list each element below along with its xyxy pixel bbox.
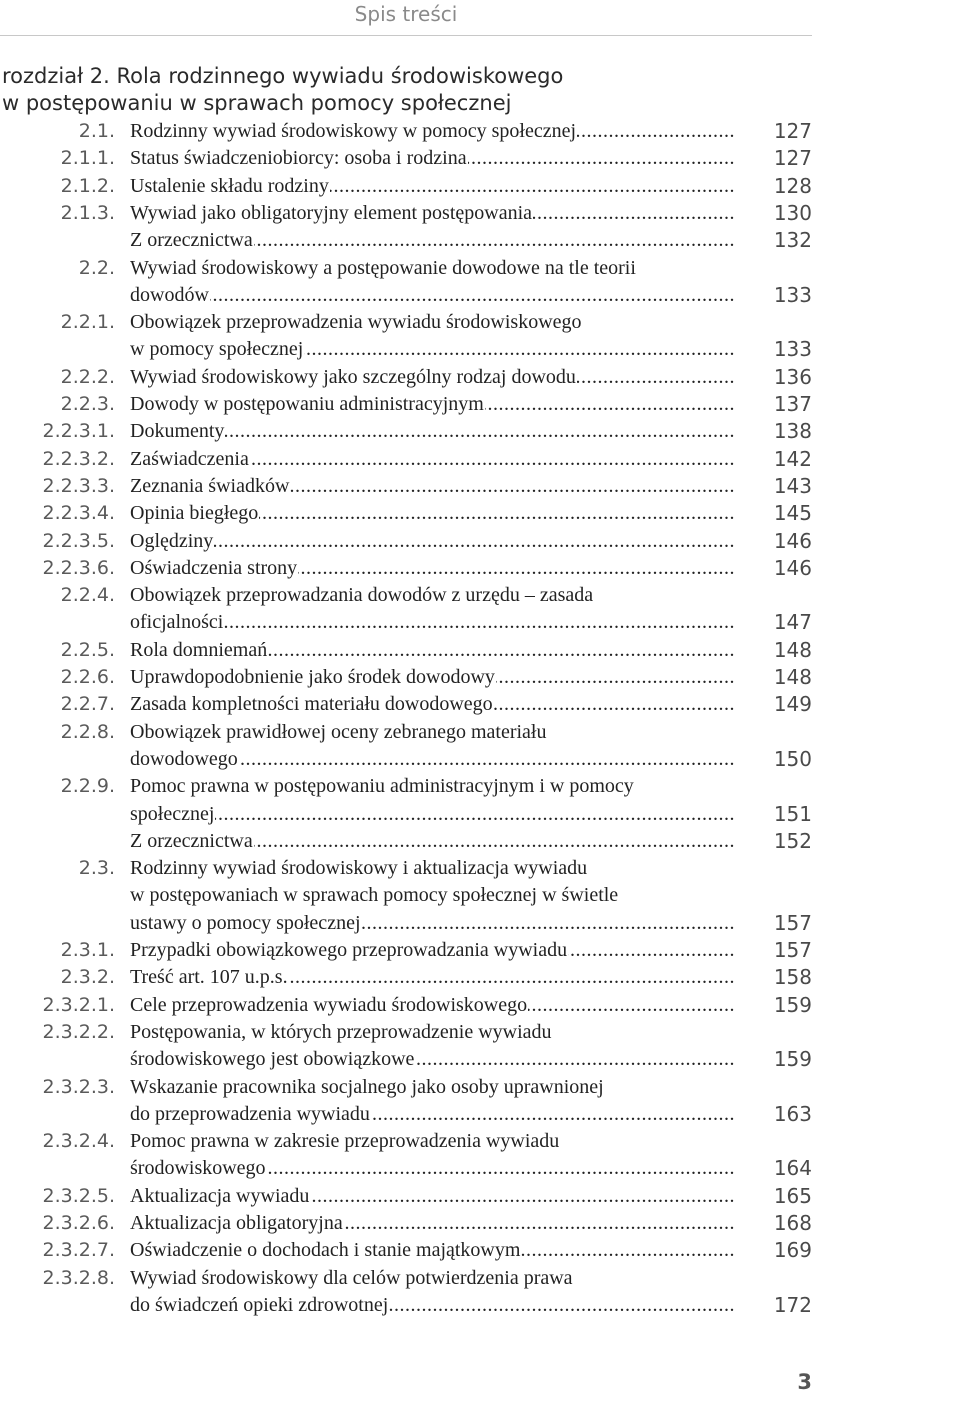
toc-entry-number: 2.2.3.5.: [42, 529, 115, 552]
toc-entry-number: 2.1.1.: [60, 147, 115, 170]
toc-entry-title: Cele przeprowadzenia wywiadu środowiskowego .....: [130, 992, 735, 1019]
toc-entry-page: 128: [773, 173, 812, 198]
page-number: 3: [797, 1370, 812, 1394]
toc-entry-page: 130: [773, 200, 812, 225]
toc-entry-number: 2.2.3.1.: [42, 420, 115, 443]
chapter-heading-line: rozdział 2. Rola rodzinnego wywiadu środowiskowego: [2, 64, 564, 88]
toc-entry-line: [0, 500, 960, 527]
toc-entry-title: Zasada kompletności materiału dowodowego .....: [130, 691, 735, 718]
toc-entry-number: 2.3.2.5.: [42, 1184, 115, 1207]
toc-entry-line: [0, 118, 960, 145]
toc-entry-line: [0, 282, 960, 309]
toc-entry-title: Aktualizacja obligatoryjna .....: [130, 1210, 735, 1237]
toc-entry-line: [0, 664, 960, 691]
toc-entry-line: [0, 773, 960, 800]
toc-entry-title: Wskazanie pracownika socjalnego jako osoby uprawnionej: [130, 1075, 604, 1098]
toc-entry-line: [0, 145, 960, 172]
toc-entry-title: Rola domniemań .....: [130, 637, 735, 664]
toc-entry-line: [0, 992, 960, 1019]
toc-entry-number: 2.3.2.1.: [42, 993, 115, 1016]
toc-entry-line: [0, 582, 960, 609]
toc-entry-title: Obowiązek przeprowadzania dowodów z urzędu – zasada: [130, 584, 594, 607]
toc-entry-title: Dowody w postępowaniu administracyjnym .....: [130, 391, 735, 418]
toc-entry-number: 2.3.: [78, 857, 115, 880]
toc-entry-line: [0, 691, 960, 718]
toc-entry-page: 159: [773, 1047, 812, 1072]
toc-entry-number: 2.2.5.: [60, 638, 115, 661]
toc-entry-title: Pomoc prawna w zakresie przeprowadzenia wywiadu: [130, 1130, 560, 1153]
toc-entry-title: Z orzecznictwa .....: [130, 828, 735, 855]
toc-entry-line: [0, 255, 960, 282]
toc-entry-page: 157: [773, 910, 812, 935]
toc-entry-line: [0, 1292, 960, 1319]
toc-entry-title: Obowiązek prawidłowej oceny zebranego materiału: [130, 720, 547, 743]
toc-entry-title: w postępowaniach w sprawach pomocy społecznej w świetle: [130, 884, 619, 907]
toc-entry-title: społecznej .....: [130, 801, 735, 828]
toc-entry-number: 2.2.3.4.: [42, 502, 115, 525]
toc-entry-page: 136: [773, 364, 812, 389]
toc-entry-line: [0, 528, 960, 555]
toc-entry-title: dowodów .....: [130, 282, 735, 309]
toc-entry-line: [0, 1046, 960, 1073]
toc-entry-page: 133: [773, 337, 812, 362]
toc-entry-line: [0, 1210, 960, 1237]
toc-entry-title: Pomoc prawna w postępowaniu administracyjnym i w pomocy: [130, 775, 634, 798]
toc-entry-page: 169: [773, 1238, 812, 1263]
toc-entry-title: Oświadczenia strony .....: [130, 555, 735, 582]
toc-entry-line: [0, 418, 960, 445]
toc-entry-line: [0, 882, 960, 909]
toc-entry-line: [0, 964, 960, 991]
toc-entry-number: 2.2.3.3.: [42, 474, 115, 497]
toc-entry-title: Przypadki obowiązkowego przeprowadzania wywiadu .....: [130, 937, 735, 964]
toc-entry-page: 163: [773, 1101, 812, 1126]
toc-entry-number: 2.3.2.7.: [42, 1239, 115, 1262]
toc-entry-number: 2.2.4.: [60, 584, 115, 607]
toc-entry-line: [0, 801, 960, 828]
toc-entry-number: 2.3.2.6.: [42, 1212, 115, 1234]
toc-entry-page: 172: [773, 1292, 812, 1317]
toc-entry-page: 133: [773, 282, 812, 307]
toc-entry-line: [0, 746, 960, 773]
running-header: Spis treści: [354, 2, 458, 26]
toc-entry-number: 2.2.2.: [60, 365, 115, 388]
toc-entry-page: 149: [773, 692, 812, 717]
toc-entry-title: Dokumenty .....: [130, 418, 735, 445]
toc-entry-page: 157: [773, 938, 812, 962]
toc-entry-title: Oświadczenie o dochodach i stanie majątkowym .....: [130, 1237, 735, 1264]
toc-entry-number: 2.2.3.2.: [42, 447, 115, 470]
toc-entry-page: 137: [773, 392, 812, 416]
toc-entry-line: [0, 364, 960, 391]
toc-entry-page: 142: [773, 446, 812, 471]
toc-entry-title: w pomocy społecznej .....: [130, 336, 735, 363]
toc-entry-page: 132: [773, 228, 812, 253]
toc-entry-title: Wywiad środowiskowy a postępowanie dowodowe na tle teorii: [130, 256, 636, 279]
toc-entry-title: Postępowania, w których przeprowadzenie wywiadu: [130, 1020, 552, 1043]
toc-entry-title: Treść art. 107 u.p.s. .....: [130, 964, 735, 991]
toc-entry-title: Rodzinny wywiad środowiskowy w pomocy społecznej .....: [130, 118, 735, 145]
toc-entry-page: 127: [773, 146, 812, 171]
toc-entry-title: do świadczeń opieki zdrowotnej .....: [130, 1292, 735, 1319]
toc-entry-page: 152: [773, 828, 812, 853]
toc-entry-page: 148: [773, 637, 812, 662]
toc-entry-line: [0, 855, 960, 882]
toc-entry-page: 151: [773, 801, 812, 826]
toc-entry-line: [0, 1155, 960, 1182]
toc-entry-title: Oględziny .....: [130, 528, 735, 555]
toc-entry-page: 146: [773, 528, 812, 553]
toc-entry-title: Uprawdopodobnienie jako środek dowodowy .....: [130, 664, 735, 691]
toc-entry-number: 2.2.: [78, 256, 115, 279]
toc-entry-page: 168: [773, 1211, 812, 1235]
toc-entry-title: Aktualizacja wywiadu .....: [130, 1183, 735, 1210]
toc-entry-title: Wywiad środowiskowy jako szczególny rodzaj dowodu .....: [130, 364, 735, 391]
toc-entry-line: [0, 473, 960, 500]
toc-entry-title: Zaświadczenia .....: [130, 446, 735, 473]
toc-entry-title: do przeprowadzenia wywiadu .....: [130, 1101, 735, 1128]
toc-entry-title: Z orzecznictwa .....: [130, 227, 735, 254]
toc-entry-page: 143: [773, 473, 812, 498]
toc-entry-line: [0, 227, 960, 254]
toc-entry-number: 2.3.1.: [60, 939, 115, 961]
toc-entry-line: [0, 1019, 960, 1046]
toc-entry-title: Obowiązek przeprowadzenia wywiadu środowiskowego: [130, 311, 582, 334]
toc-entry-title: ustawy o pomocy społecznej .....: [130, 910, 735, 937]
toc-entry-title: dowodowego .....: [130, 746, 735, 773]
toc-entry-number: 2.3.2.2.: [42, 1020, 115, 1043]
toc-entry-title: środowiskowego jest obowiązkowe .....: [130, 1046, 735, 1073]
toc-entry-line: [0, 309, 960, 336]
toc-entry-number: 2.2.3.: [60, 393, 115, 415]
toc-entry-line: [0, 828, 960, 855]
toc-entry-title: Wywiad jako obligatoryjny element postępowania .....: [130, 200, 735, 227]
toc-entry-title: Ustalenie składu rodziny .....: [130, 173, 735, 200]
toc-entry-line: [0, 336, 960, 363]
toc-entry-number: 2.3.2.4.: [42, 1130, 115, 1153]
toc-entry-line: [0, 200, 960, 227]
toc-entry-number: 2.2.7.: [60, 693, 115, 716]
toc-entry-line: [0, 637, 960, 664]
toc-entry-title: środowiskowego .....: [130, 1155, 735, 1182]
toc-entry-number: 2.1.: [78, 120, 115, 142]
toc-entry-number: 2.3.2.8.: [42, 1266, 115, 1289]
toc-entry-number: 2.2.3.6.: [42, 556, 115, 579]
toc-entry-page: 165: [773, 1183, 812, 1208]
toc-entry-page: 146: [773, 555, 812, 580]
toc-entry-number: 2.2.9.: [60, 775, 115, 798]
toc-entry-number: 2.2.8.: [60, 720, 115, 743]
toc-entry-line: [0, 719, 960, 746]
toc-entry-line: [0, 446, 960, 473]
toc-entry-page: 147: [773, 610, 812, 635]
toc-entry-number: 2.2.1.: [60, 311, 115, 334]
toc-entry-line: [0, 609, 960, 636]
toc-entry-title: Rodzinny wywiad środowiskowy i aktualizacja wywiadu: [130, 857, 588, 880]
toc-entry-line: [0, 1101, 960, 1128]
toc-entry-line: [0, 1265, 960, 1292]
toc-entry-page: 164: [773, 1156, 812, 1181]
toc-entry-line: [0, 937, 960, 964]
toc-entry-page: 158: [773, 965, 812, 990]
toc-entry-line: [0, 391, 960, 418]
toc-entry-title: Wywiad środowiskowy dla celów potwierdzenia prawa: [130, 1266, 573, 1289]
toc-entry-number: 2.3.2.: [60, 966, 115, 989]
toc-entry-page: 145: [773, 501, 812, 526]
toc-entry-line: [0, 1074, 960, 1101]
toc-entry-page: 127: [773, 119, 812, 143]
toc-entry-line: [0, 555, 960, 582]
toc-entry-number: 2.2.6.: [60, 666, 115, 688]
toc-entry-title: Status świadczeniobiorcy: osoba i rodzina .....: [130, 145, 735, 172]
toc-entry-line: [0, 910, 960, 937]
toc-entry-number: 2.1.3.: [60, 201, 115, 224]
toc-entry-title: oficjalności .....: [130, 609, 735, 636]
toc-entry-line: [0, 173, 960, 200]
toc-entry-page: 150: [773, 746, 812, 771]
toc-entry-page: 159: [773, 992, 812, 1017]
toc-entry-page: 138: [773, 419, 812, 444]
toc-entry-line: [0, 1183, 960, 1210]
toc-entry-line: [0, 1128, 960, 1155]
toc-entry-page: 148: [773, 665, 812, 689]
toc-entry-number: 2.1.2.: [60, 174, 115, 197]
toc-entry-title: Opinia biegłego .....: [130, 500, 735, 527]
toc-entry-line: [0, 1237, 960, 1264]
chapter-heading-line: w postępowaniu w sprawach pomocy społecznej: [2, 91, 512, 115]
toc-entry-number: 2.3.2.3.: [42, 1075, 115, 1098]
toc-entry-title: Zeznania świadków .....: [130, 473, 735, 500]
